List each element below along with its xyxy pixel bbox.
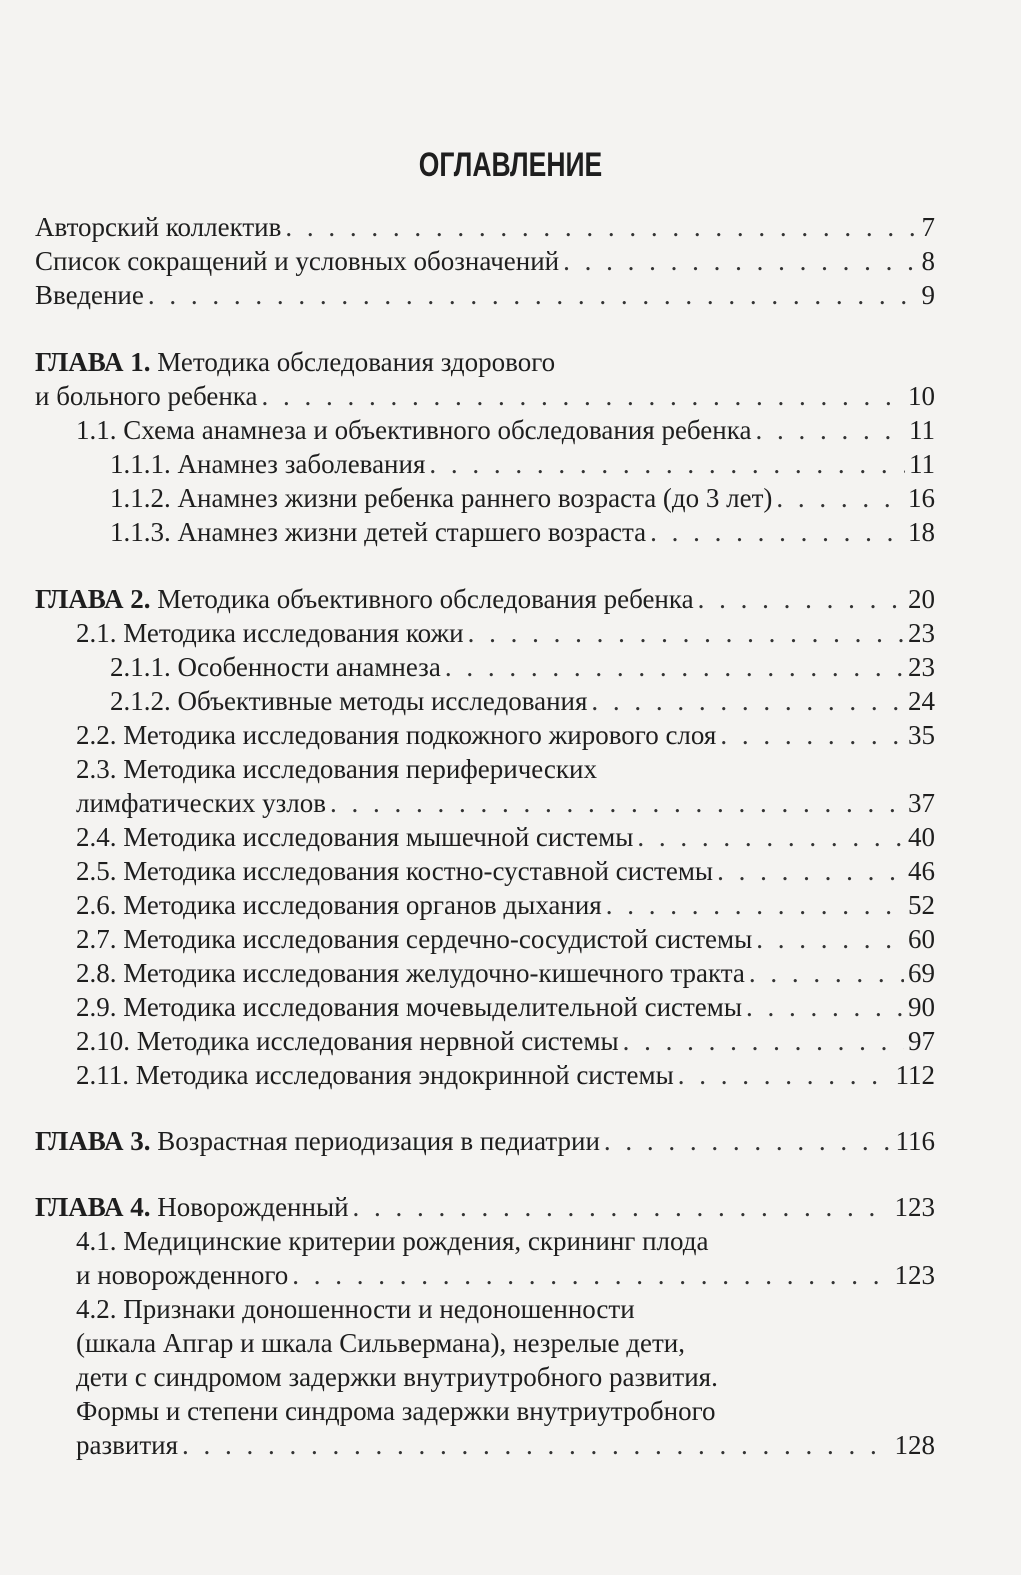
toc-entry-1-1: 1.1. Схема анамнеза и объективного обследования ребенка . . . 11 — [76, 413, 935, 447]
toc-entry-1-1-3: 1.1.3. Анамнез жизни детей старшего возраста . . . 18 — [110, 515, 935, 549]
toc-entry-2-11: 2.11. Методика исследования эндокринной системы . . . 112 — [76, 1058, 935, 1092]
chapter-label: ГЛАВА 4. — [35, 1192, 151, 1222]
toc-entry-abbreviations: Список сокращений и условных обозначений . . . 8 — [35, 244, 935, 278]
toc-entry-2-7: 2.7. Методика исследования сердечно-сосудистой системы . . . 60 — [76, 922, 935, 956]
toc-entry-4-2-line5: развития . . . 128 — [76, 1428, 935, 1462]
page-number: 18 — [908, 517, 935, 547]
leader-dots — [604, 1124, 892, 1158]
leader-dots — [292, 1258, 890, 1292]
leader-dots — [650, 515, 904, 549]
page-number: 46 — [908, 856, 935, 886]
leader-dots — [606, 888, 904, 922]
page-number: 37 — [908, 788, 935, 818]
leader-dots — [637, 820, 904, 854]
page-number: 52 — [908, 890, 935, 920]
page-number: 10 — [908, 381, 935, 411]
page-number: 69 — [908, 958, 935, 988]
page-number: 123 — [894, 1192, 935, 1222]
leader-dots — [468, 616, 904, 650]
page-number: 7 — [921, 212, 935, 242]
leader-dots — [591, 684, 904, 718]
page-number: 116 — [895, 1126, 935, 1156]
toc-entry-2-3-cont: лимфатических узлов . . . 37 — [76, 786, 935, 820]
leader-dots — [756, 922, 904, 956]
page-number: 112 — [895, 1060, 935, 1090]
leader-dots — [698, 582, 904, 616]
page-number: 11 — [909, 449, 935, 479]
toc-entry-2-9: 2.9. Методика исследования мочевыделительной системы . . . 90 — [76, 990, 935, 1024]
page-number: 90 — [908, 992, 935, 1022]
page-number: 16 — [908, 483, 935, 513]
page-number: 128 — [894, 1430, 935, 1460]
page-number: 35 — [908, 720, 935, 750]
toc-entry-4-2: 4.2. Признаки доношенности и недоношенности — [76, 1294, 635, 1324]
leader-dots — [261, 379, 904, 413]
leader-dots — [746, 990, 904, 1024]
toc-chapter-1: ГЛАВА 1. Методика обследования здорового — [35, 347, 556, 377]
page-number: 20 — [908, 584, 935, 614]
toc-entry-2-2: 2.2. Методика исследования подкожного жирового слоя . . . 35 — [76, 718, 935, 752]
leader-dots — [749, 956, 904, 990]
page-title: ОГЛАВЛЕНИЕ — [418, 146, 603, 184]
toc-entry-2-1: 2.1. Методика исследования кожи . . . 23 — [76, 616, 935, 650]
toc-chapter-2: ГЛАВА 2. Методика объективного обследования ребенка . . . 20 — [35, 582, 935, 616]
toc-chapter-4: ГЛАВА 4. Новорожденный . . . 123 — [35, 1190, 935, 1224]
toc-entry-2-4: 2.4. Методика исследования мышечной системы . . . 40 — [76, 820, 935, 854]
page-number: 123 — [894, 1260, 935, 1290]
toc-entry-4-2-line3: дети с синдромом задержки внутриутробного развития. — [76, 1362, 718, 1392]
leader-dots — [776, 481, 904, 515]
toc-entry-4-2-line4: Формы и степени синдрома задержки внутриутробного — [76, 1396, 716, 1426]
page-number: 23 — [908, 652, 935, 682]
leader-dots — [285, 210, 917, 244]
toc-entry-1-1-1: 1.1.1. Анамнез заболевания . . . 11 — [110, 447, 935, 481]
leader-dots — [717, 854, 904, 888]
toc-entry-2-6: 2.6. Методика исследования органов дыхания . . . 52 — [76, 888, 935, 922]
page-number: 9 — [921, 280, 935, 310]
page-number: 24 — [908, 686, 935, 716]
leader-dots — [429, 447, 905, 481]
toc-entry-1-1-2: 1.1.2. Анамнез жизни ребенка раннего возраста (до 3 лет) . . . 16 — [110, 481, 935, 515]
toc-entry-4-1-cont: и новорожденного . . . 123 — [76, 1258, 935, 1292]
page-number: 8 — [921, 246, 935, 276]
toc-entry-2-10: 2.10. Методика исследования нервной системы . . . 97 — [76, 1024, 935, 1058]
leader-dots — [445, 650, 904, 684]
toc-entry-authors: Авторский коллектив . . . 7 — [35, 210, 935, 244]
leader-dots — [678, 1058, 892, 1092]
page-number: 97 — [908, 1026, 935, 1056]
toc-chapter-3: ГЛАВА 3. Возрастная периодизация в педиатрии . . . 116 — [35, 1124, 935, 1158]
leader-dots — [755, 413, 905, 447]
leader-dots — [182, 1428, 890, 1462]
leader-dots — [330, 786, 904, 820]
page-number: 23 — [908, 618, 935, 648]
leader-dots — [148, 278, 918, 312]
leader-dots — [353, 1190, 891, 1224]
toc-entry-introduction: Введение . . . 9 — [35, 278, 935, 312]
chapter-label: ГЛАВА 3. — [35, 1126, 151, 1156]
toc-entry-2-3: 2.3. Методика исследования периферических — [76, 754, 597, 784]
toc-chapter-1-cont: и больного ребенка . . . 10 — [35, 379, 935, 413]
chapter-label: ГЛАВА 1. — [35, 347, 151, 377]
toc-entry-2-1-2: 2.1.2. Объективные методы исследования . . . 24 — [110, 684, 935, 718]
toc-entry-2-8: 2.8. Методика исследования желудочно-кишечного тракта . . . 69 — [76, 956, 935, 990]
toc-entry-4-1: 4.1. Медицинские критерии рождения, скрининг плода — [76, 1226, 709, 1256]
leader-dots — [623, 1024, 904, 1058]
leader-dots — [563, 244, 917, 278]
chapter-label: ГЛАВА 2. — [35, 584, 151, 614]
page-number: 11 — [909, 415, 935, 445]
toc-entry-2-1-1: 2.1.1. Особенности анамнеза . . . 23 — [110, 650, 935, 684]
leader-dots — [720, 718, 904, 752]
toc-entry-4-2-line2: (шкала Апгар и шкала Сильвермана), незрелые дети, — [76, 1328, 686, 1358]
toc-entry-2-5: 2.5. Методика исследования костно-суставной системы . . . 46 — [76, 854, 935, 888]
page-number: 60 — [908, 924, 935, 954]
page-number: 40 — [908, 822, 935, 852]
